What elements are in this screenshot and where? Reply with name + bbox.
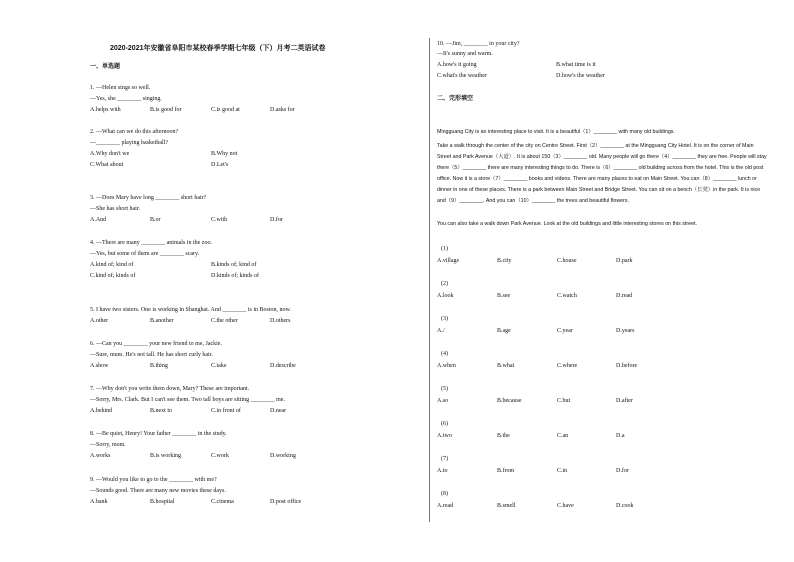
cloze-8-option-a[interactable]: A.read <box>437 503 454 509</box>
q5-option-b[interactable]: B.another <box>150 318 174 324</box>
cloze-7-number: (7) <box>441 456 448 462</box>
q10-stem-line2: —It's sunny and warm. <box>437 51 493 57</box>
q7-option-b[interactable]: B.next to <box>150 408 172 414</box>
q7-option-a[interactable]: A.behind <box>90 408 113 414</box>
cloze-1-option-a[interactable]: A.village <box>437 258 460 264</box>
q9-option-a[interactable]: A.bank <box>90 499 108 505</box>
cloze-6-number: (6) <box>441 421 448 427</box>
passage-paragraph-1: Mingguang City is an interesting place to visit. It is a beautiful（1）________ with many old buildings. <box>437 129 675 135</box>
cloze-5-option-d[interactable]: D.after <box>616 398 633 404</box>
q6-option-b[interactable]: B.thing <box>150 363 168 369</box>
cloze-6-option-b[interactable]: B.the <box>497 433 510 439</box>
cloze-3-option-a[interactable]: A./ <box>437 328 445 334</box>
cloze-5-option-a[interactable]: A.so <box>437 398 449 404</box>
cloze-4-option-a[interactable]: A.when <box>437 363 456 369</box>
cloze-8-number: (8) <box>441 491 448 497</box>
q8-option-c[interactable]: C.work <box>211 453 229 459</box>
q5-option-a[interactable]: A.other <box>90 318 109 324</box>
q8-stem-line1: 8. —Be quiet, Henry! Your father ________ in the study. <box>90 431 227 437</box>
q1-stem-line2: —Yes, she ________ singing. <box>90 96 162 102</box>
cloze-8-option-d[interactable]: D.cook <box>616 503 634 509</box>
q3-stem-line1: 3. —Does Mary have long ________ short hair? <box>90 195 207 201</box>
cloze-5-option-b[interactable]: B.because <box>497 398 522 404</box>
cloze-4-option-c[interactable]: C.where <box>557 363 578 369</box>
cloze-7-option-b[interactable]: B.from <box>497 468 515 474</box>
q9-stem-line1: 9. —Would you like to go to the ________ with me? <box>90 477 217 483</box>
cloze-7-option-c[interactable]: C.in <box>557 468 568 474</box>
section-heading-cloze: 二、完形填空 <box>437 96 474 102</box>
q2-stem-line2: —________ playing basketball? <box>90 140 168 146</box>
q4-option-b[interactable]: B.kinds of; kind of <box>211 262 257 268</box>
q3-option-b[interactable]: B.or <box>150 217 161 223</box>
exam-title: 2020-2021年安徽省阜阳市某校春季学期七年级（下）月考二英语试卷 <box>110 45 326 52</box>
q6-stem-line1: 6. —Can you ________ your new friend to me, Jackie. <box>90 341 222 347</box>
q8-option-b[interactable]: B.is working <box>150 453 182 459</box>
cloze-3-option-d[interactable]: D.years <box>616 328 635 334</box>
q10-option-c[interactable]: C.what's the weather <box>437 73 487 79</box>
cloze-1-option-b[interactable]: B.city <box>497 258 512 264</box>
q8-option-d[interactable]: D.working <box>270 453 296 459</box>
cloze-1-option-c[interactable]: C.house <box>557 258 577 264</box>
cloze-7-option-a[interactable]: A.to <box>437 468 448 474</box>
q2-stem-line1: 2. —What can we do this afternoon? <box>90 129 179 135</box>
q2-option-d[interactable]: D.Let's <box>211 162 229 168</box>
q8-option-a[interactable]: A.works <box>90 453 111 459</box>
cloze-4-option-d[interactable]: D.before <box>616 363 638 369</box>
q6-stem-line2: —Sure, mum. He's not tall. He has short curly hair. <box>90 352 213 358</box>
cloze-2-option-c[interactable]: C.watch <box>557 293 577 299</box>
cloze-7-option-d[interactable]: D.for <box>616 468 629 474</box>
section-heading-single-choice: 一、单选题 <box>90 64 121 70</box>
cloze-2-option-a[interactable]: A.look <box>437 293 454 299</box>
q1-stem-line1: 1. —Helen sings so well. <box>90 85 151 91</box>
q9-option-c[interactable]: C.cinema <box>211 499 234 505</box>
q6-option-a[interactable]: A.show <box>90 363 109 369</box>
cloze-1-option-d[interactable]: D.park <box>616 258 633 264</box>
q9-option-d[interactable]: D.post office <box>270 499 302 505</box>
q1-option-c[interactable]: C.is good at <box>211 107 240 113</box>
q3-option-a[interactable]: A.And <box>90 217 107 223</box>
cloze-1-number: (1) <box>441 246 448 252</box>
cloze-4-number: (4) <box>441 351 448 357</box>
q4-option-c[interactable]: C.kind of; kinds of <box>90 273 136 279</box>
cloze-6-option-c[interactable]: C.an <box>557 433 569 439</box>
q5-stem-line1: 5. I have two sisters. One is working in Shanghai. And ________ is in Boston, now. <box>90 307 291 313</box>
q7-option-d[interactable]: D.near <box>270 408 287 414</box>
cloze-8-option-c[interactable]: C.have <box>557 503 574 509</box>
column-divider <box>429 38 430 522</box>
cloze-8-option-b[interactable]: B.smell <box>497 503 516 509</box>
cloze-2-number: (2) <box>441 281 448 287</box>
q7-stem-line1: 7. —Why don't you write them down, Mary? These are important. <box>90 386 250 392</box>
q3-stem-line2: —She has short hair. <box>90 206 140 212</box>
q4-option-d[interactable]: D.kinds of; kinds of <box>211 273 259 279</box>
cloze-6-option-d[interactable]: D.a <box>616 433 625 439</box>
q10-option-a[interactable]: A.how's it going <box>437 62 477 68</box>
passage-paragraph-3: You can also take a walk down Park Avenue. Look at the old buildings and little interesting stores on this street. <box>437 221 698 227</box>
q7-option-c[interactable]: C.in front of <box>211 408 241 414</box>
q8-stem-line2: —Sorry, mom. <box>90 442 126 448</box>
cloze-2-option-b[interactable]: B.see <box>497 293 511 299</box>
q2-option-a[interactable]: A.Why don't we <box>90 151 130 157</box>
q1-option-a[interactable]: A.helps with <box>90 107 121 113</box>
q1-option-b[interactable]: B.is good for <box>150 107 182 113</box>
cloze-3-number: (3) <box>441 316 448 322</box>
q1-option-d[interactable]: D.asks for <box>270 107 295 113</box>
cloze-5-number: (5) <box>441 386 448 392</box>
q9-stem-line2: —Sounds good. There are many new movies these days. <box>90 488 226 494</box>
q4-stem-line2: —Yes, but some of them are ________ scary. <box>90 251 200 257</box>
cloze-3-option-b[interactable]: B.age <box>497 328 511 334</box>
q6-option-c[interactable]: C.take <box>211 363 227 369</box>
q6-option-d[interactable]: D.describe <box>270 363 296 369</box>
q4-stem-line1: 4. —There are many ________ animals in the zoo. <box>90 240 212 246</box>
q2-option-c[interactable]: C.What about <box>90 162 124 168</box>
cloze-4-option-b[interactable]: B.what <box>497 363 515 369</box>
q10-option-d[interactable]: D.how's the weather <box>556 73 605 79</box>
cloze-5-option-c[interactable]: C.but <box>557 398 571 404</box>
cloze-3-option-c[interactable]: C.year <box>557 328 573 334</box>
q10-stem-line1: 10. —Jim, ________ in your city? <box>437 41 520 47</box>
passage-paragraph-2: Take a walk through the center of the city on Centre Street. First（2）________ at the Mingguang City Hotel. It is on the corner of Main Street and Park Avenue（大道）. It is about 150（3）________ old. Many people will go there（4）________ they are free. People will stay there（5）________ there are many interesting things to do. There is（6）________ old building across from the hotel. This is the old post office. Now it is a store（7）________ books and videos. There are many places to eat on Main Street. You can（8）________ lunch or dinner in one of these places. There is a park between Main Street and Bridge Street. You can sit on a bench（长凳）in the park. It is nice and（9）________. And you can（10）________ the trees and beautiful flowers. <box>437 143 767 204</box>
q2-option-b[interactable]: B.Why not <box>211 151 238 157</box>
q5-option-c[interactable]: C.the other <box>211 318 238 324</box>
q3-option-d[interactable]: D.for <box>270 217 283 223</box>
cloze-2-option-d[interactable]: D.read <box>616 293 633 299</box>
cloze-6-option-a[interactable]: A.two <box>437 433 452 439</box>
q10-option-b[interactable]: B.what time is it <box>556 62 596 68</box>
q4-option-a[interactable]: A.kind of; kind of <box>90 262 134 268</box>
q9-option-b[interactable]: B.hospital <box>150 499 175 505</box>
q7-stem-line2: —Sorry, Mrs. Clark. But I can't see them. Two tall boys are sitting ________ me. <box>90 397 285 403</box>
q3-option-c[interactable]: C.with <box>211 217 228 223</box>
q5-option-d[interactable]: D.others <box>270 318 291 324</box>
